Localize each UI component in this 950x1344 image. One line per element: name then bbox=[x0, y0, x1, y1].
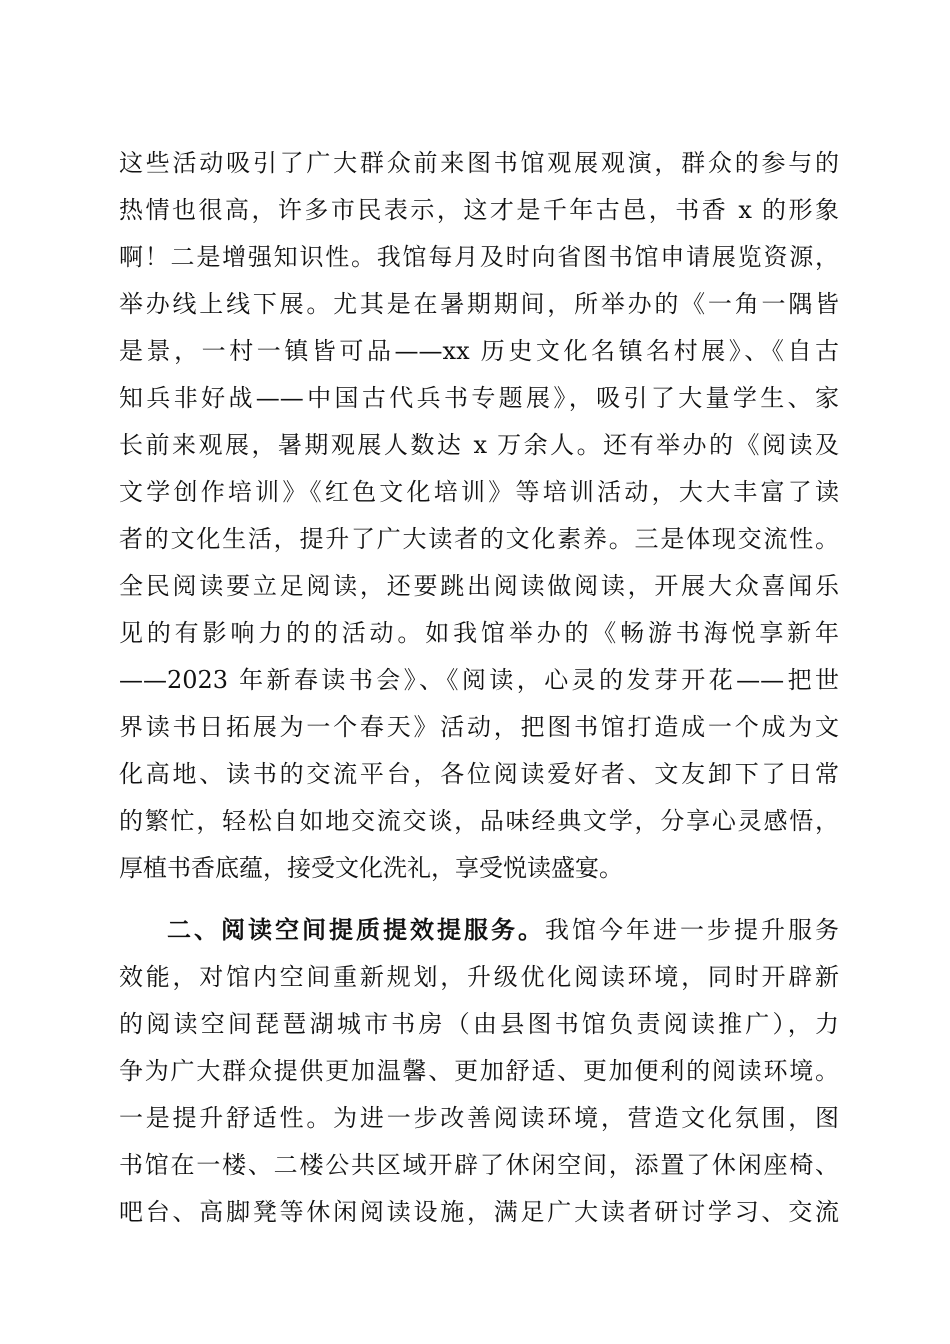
text-line: 啊！二是增强知识性。我馆每月及时向省图书馆申请展览资源， bbox=[119, 243, 839, 271]
text-line bbox=[119, 907, 839, 954]
heading-line-rest: 我馆今年进一步提升服务 bbox=[545, 916, 839, 944]
text-line: 一是提升舒适性。为进一步改善阅读环境，营造文化氛围，图 bbox=[119, 1104, 839, 1132]
text-line: 举办线上线下展。尤其是在暑期期间，所举办的《一角一隅皆 bbox=[119, 290, 839, 318]
section-heading: 二、阅读空间提质提效提服务。 bbox=[167, 916, 545, 944]
text-line: 厚植书香底蕴，接受文化洗礼，享受悦读盛宴。 bbox=[119, 854, 623, 882]
text-line: 知兵非好战——中国古代兵书专题展》，吸引了大量学生、家 bbox=[119, 384, 839, 412]
text-line: 的阅读空间琵琶湖城市书房（由县图书馆负责阅读推广），力 bbox=[119, 1010, 839, 1038]
text-line: 是景，一村一镇皆可品——xx 历史文化名镇名村展》、《自古 bbox=[119, 337, 839, 365]
text-line: 全民阅读要立足阅读，还要跳出阅读做阅读，开展大众喜闻乐 bbox=[119, 572, 839, 600]
text-line: 热情也很高，许多市民表示，这才是千年古邑，书香 x 的形象 bbox=[119, 196, 839, 224]
paragraph-1 bbox=[119, 140, 839, 892]
text-line: 界读书日拓展为一个春天》活动，把图书馆打造成一个成为文 bbox=[119, 713, 839, 741]
text-line: 长前来观展，暑期观展人数达 x 万余人。还有举办的《阅读及 bbox=[119, 431, 839, 459]
text-line: 的繁忙，轻松自如地交流交谈，品味经典文学，分享心灵感悟， bbox=[119, 807, 839, 835]
text-line: 文学创作培训》《红色文化培训》等培训活动，大大丰富了读 bbox=[119, 478, 839, 506]
text-line: 书馆在一楼、二楼公共区域开辟了休闲空间，添置了休闲座椅、 bbox=[119, 1151, 839, 1179]
text-line: 效能，对馆内空间重新规划，升级优化阅读环境，同时开辟新 bbox=[119, 963, 839, 991]
body-text bbox=[119, 140, 839, 1236]
text-line: 争为广大群众提供更加温馨、更加舒适、更加便利的阅读环境。 bbox=[119, 1057, 839, 1085]
text-line: 这些活动吸引了广大群众前来图书馆观展观演，群众的参与的 bbox=[119, 149, 839, 177]
text-line: 见的有影响力的的活动。如我馆举办的《畅游书海悦享新年 bbox=[119, 619, 839, 647]
text-line: 者的文化生活，提升了广大读者的文化素养。三是体现交流性。 bbox=[119, 525, 839, 553]
paragraph-2 bbox=[119, 907, 839, 1236]
text-line: 吧台、高脚凳等休闲阅读设施，满足广大读者研讨学习、交流 bbox=[119, 1198, 839, 1226]
text-line: ——2023 年新春读书会》、《阅读，心灵的发芽开花——把世 bbox=[119, 666, 839, 694]
paragraph-gap bbox=[119, 892, 839, 907]
text-line: 化高地、读书的交流平台，各位阅读爱好者、文友卸下了日常 bbox=[119, 760, 839, 788]
